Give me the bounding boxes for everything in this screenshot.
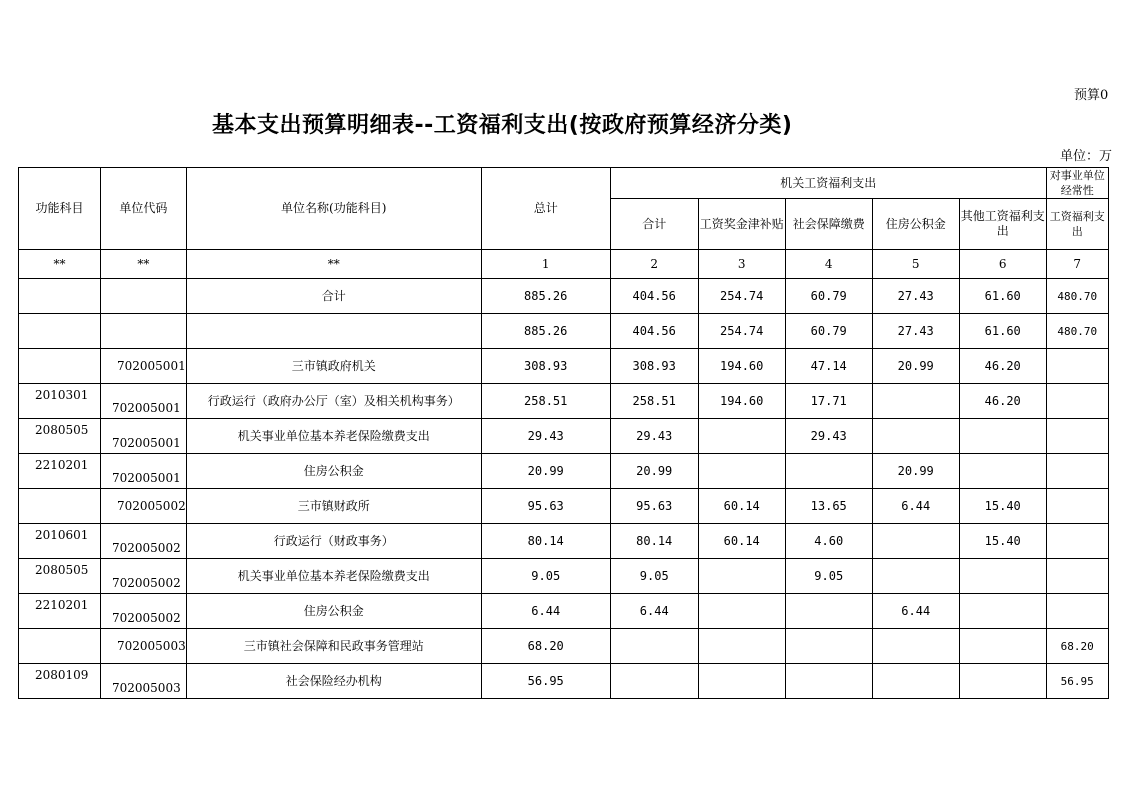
cell-func: 2210201 [19, 594, 101, 629]
header-wage-bonus: 工资奖金津补贴 [698, 199, 785, 250]
cell-name: 合计 [186, 279, 481, 314]
cell-house [872, 384, 959, 419]
cell-house [872, 419, 959, 454]
cell-func: 2080505 [19, 559, 101, 594]
cell-sub [610, 629, 698, 664]
cell-code: 702005002 [101, 524, 187, 559]
cell-func: 2080505 [19, 419, 101, 454]
table-row [19, 419, 1109, 454]
table-row [19, 559, 1109, 594]
cell-inst: 68.20 [1046, 629, 1108, 664]
cell-func [19, 489, 101, 524]
cell-name: 机关事业单位基本养老保险缴费支出 [186, 419, 481, 454]
cell-func: 2210201 [19, 454, 101, 489]
cell-code: 702005001 [101, 384, 187, 419]
cell-house: 27.43 [872, 314, 959, 349]
index-5: 5 [872, 250, 959, 279]
cell-soc: 47.14 [785, 349, 872, 384]
cell-inst: 480.70 [1046, 314, 1108, 349]
cell-inst [1046, 349, 1108, 384]
cell-house [872, 629, 959, 664]
cell-house [872, 559, 959, 594]
cell-wage [698, 629, 785, 664]
cell-sub: 258.51 [610, 384, 698, 419]
cell-total: 308.93 [481, 349, 610, 384]
header-social-security: 社会保障缴费 [785, 199, 872, 250]
index-name: ** [186, 250, 481, 279]
cell-soc: 4.60 [785, 524, 872, 559]
cell-code: 702005002 [101, 559, 187, 594]
cell-sub: 9.05 [610, 559, 698, 594]
cell-inst [1046, 559, 1108, 594]
cell-other: 15.40 [959, 524, 1046, 559]
cell-house [872, 524, 959, 559]
cell-soc [785, 594, 872, 629]
cell-house [872, 664, 959, 699]
cell-other [959, 629, 1046, 664]
cell-sub: 20.99 [610, 454, 698, 489]
cell-name: 机关事业单位基本养老保险缴费支出 [186, 559, 481, 594]
cell-name: 住房公积金 [186, 594, 481, 629]
cell-code: 702005002 [101, 489, 187, 524]
cell-wage [698, 664, 785, 699]
cell-wage [698, 454, 785, 489]
cell-func: 2010301 [19, 384, 101, 419]
index-1: 1 [481, 250, 610, 279]
cell-soc: 60.79 [785, 279, 872, 314]
cell-other [959, 664, 1046, 699]
cell-name [186, 314, 481, 349]
cell-total: 258.51 [481, 384, 610, 419]
cell-name: 行政运行（政府办公厅（室）及相关机构事务） [186, 384, 481, 419]
cell-inst [1046, 594, 1108, 629]
cell-other: 46.20 [959, 384, 1046, 419]
index-6: 6 [959, 250, 1046, 279]
cell-code: 702005001 [101, 419, 187, 454]
cell-code: 702005003 [101, 664, 187, 699]
cell-house: 6.44 [872, 594, 959, 629]
header-subtotal: 合计 [610, 199, 698, 250]
cell-total: 9.05 [481, 559, 610, 594]
cell-soc: 9.05 [785, 559, 872, 594]
cell-total: 885.26 [481, 314, 610, 349]
cell-sub: 95.63 [610, 489, 698, 524]
header-other-wage: 其他工资福利支出 [959, 199, 1046, 250]
cell-inst [1046, 419, 1108, 454]
cell-soc [785, 454, 872, 489]
cell-code: 702005002 [101, 594, 187, 629]
cell-other: 61.60 [959, 279, 1046, 314]
cell-code [101, 314, 187, 349]
cell-name: 三市镇政府机关 [186, 349, 481, 384]
cell-inst [1046, 454, 1108, 489]
table-body [19, 279, 1109, 699]
cell-sub: 80.14 [610, 524, 698, 559]
header-unit-name: 单位名称(功能科目) [186, 168, 481, 250]
cell-name: 行政运行（财政事务） [186, 524, 481, 559]
table-row [19, 524, 1109, 559]
cell-func: 2010601 [19, 524, 101, 559]
index-7: 7 [1046, 250, 1108, 279]
cell-sub: 6.44 [610, 594, 698, 629]
cell-name: 社会保险经办机构 [186, 664, 481, 699]
header-housing-fund: 住房公积金 [872, 199, 959, 250]
cell-total: 68.20 [481, 629, 610, 664]
cell-soc: 29.43 [785, 419, 872, 454]
cell-house: 20.99 [872, 349, 959, 384]
table-row [19, 349, 1109, 384]
cell-soc: 60.79 [785, 314, 872, 349]
cell-sub: 404.56 [610, 279, 698, 314]
header-func-subject: 功能科目 [19, 168, 101, 250]
header-unit-code: 单位代码 [101, 168, 187, 250]
cell-name: 住房公积金 [186, 454, 481, 489]
table-row [19, 454, 1109, 489]
cell-name: 三市镇社会保障和民政事务管理站 [186, 629, 481, 664]
cell-soc: 13.65 [785, 489, 872, 524]
cell-house: 27.43 [872, 279, 959, 314]
cell-inst: 480.70 [1046, 279, 1108, 314]
cell-soc [785, 629, 872, 664]
cell-soc: 17.71 [785, 384, 872, 419]
cell-house: 6.44 [872, 489, 959, 524]
cell-other [959, 559, 1046, 594]
cell-code [101, 279, 187, 314]
table-row [19, 279, 1109, 314]
cell-func: 2080109 [19, 664, 101, 699]
cell-total: 20.99 [481, 454, 610, 489]
cell-wage [698, 594, 785, 629]
cell-func [19, 279, 101, 314]
cell-wage [698, 559, 785, 594]
cell-sub [610, 664, 698, 699]
cell-func [19, 314, 101, 349]
cell-inst: 56.95 [1046, 664, 1108, 699]
index-4: 4 [785, 250, 872, 279]
cell-wage: 254.74 [698, 279, 785, 314]
cell-func [19, 349, 101, 384]
cell-func [19, 629, 101, 664]
cell-total: 6.44 [481, 594, 610, 629]
cell-wage: 60.14 [698, 524, 785, 559]
cell-sub: 404.56 [610, 314, 698, 349]
header-total: 总计 [481, 168, 610, 250]
header-inst-wage: 工资福利支出 [1046, 199, 1108, 250]
cell-sub: 308.93 [610, 349, 698, 384]
cell-total: 80.14 [481, 524, 610, 559]
cell-total: 29.43 [481, 419, 610, 454]
cell-total: 885.26 [481, 279, 610, 314]
table-row [19, 594, 1109, 629]
cell-other: 46.20 [959, 349, 1046, 384]
cell-name: 三市镇财政所 [186, 489, 481, 524]
unit-label: 单位：万 [1060, 149, 1113, 164]
cell-code: 702005003 [101, 629, 187, 664]
table-row [19, 489, 1109, 524]
cell-wage: 194.60 [698, 349, 785, 384]
cell-inst [1046, 524, 1108, 559]
table-row [19, 384, 1109, 419]
cell-other [959, 594, 1046, 629]
cell-code: 702005001 [101, 349, 187, 384]
page-title: 基本支出预算明细表--工资福利支出(按政府预算经济分类) [212, 113, 793, 138]
cell-inst [1046, 384, 1108, 419]
index-code: ** [101, 250, 187, 279]
cell-total: 95.63 [481, 489, 610, 524]
index-3: 3 [698, 250, 785, 279]
cell-sub: 29.43 [610, 419, 698, 454]
cell-code: 702005001 [101, 454, 187, 489]
cell-other: 15.40 [959, 489, 1046, 524]
header-org-wage-group: 机关工资福利支出 [610, 168, 1046, 199]
cell-other [959, 454, 1046, 489]
cell-wage: 60.14 [698, 489, 785, 524]
cell-total: 56.95 [481, 664, 610, 699]
header-inst-group: 对事业单位经常性 [1046, 168, 1108, 199]
index-2: 2 [610, 250, 698, 279]
budget-table [18, 167, 1109, 699]
cell-soc [785, 664, 872, 699]
cell-inst [1046, 489, 1108, 524]
document-number: 预算0 [1074, 88, 1109, 103]
table-row [19, 314, 1109, 349]
cell-wage: 194.60 [698, 384, 785, 419]
cell-wage: 254.74 [698, 314, 785, 349]
cell-other [959, 419, 1046, 454]
cell-other: 61.60 [959, 314, 1046, 349]
cell-house: 20.99 [872, 454, 959, 489]
index-func: ** [19, 250, 101, 279]
table-row [19, 629, 1109, 664]
cell-wage [698, 419, 785, 454]
table-row [19, 664, 1109, 699]
